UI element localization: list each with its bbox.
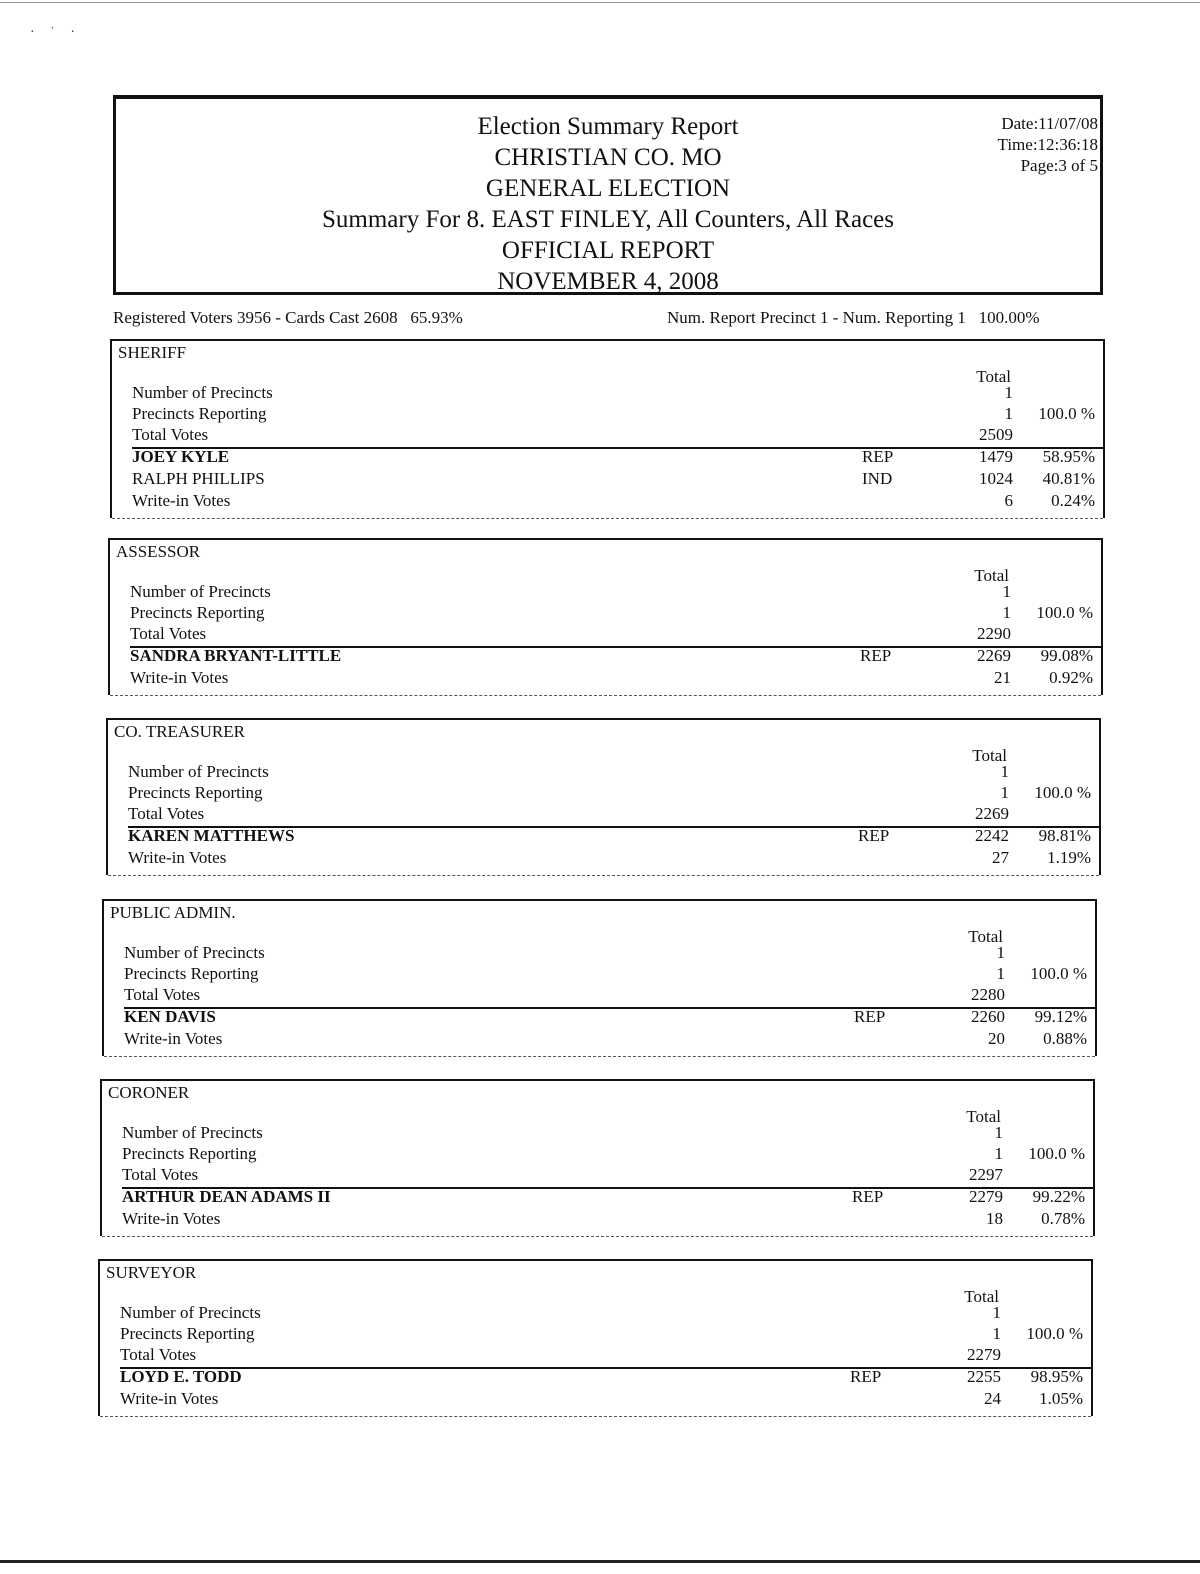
precincts-reporting-pct: 100.0 %	[1034, 783, 1091, 802]
scan-bottom-edge	[0, 1560, 1200, 1563]
write-in-row-label: Write-in Votes	[128, 848, 227, 867]
total-votes	[122, 1165, 1093, 1185]
election-date: NOVEMBER 4, 2008	[497, 268, 719, 295]
candidate-row-value: 2242	[975, 826, 1009, 845]
candidate-row-pct: 98.81%	[1038, 826, 1091, 845]
county-name: CHRISTIAN CO. MO	[494, 144, 722, 171]
header-title-block	[116, 111, 1100, 297]
party-label: REP	[852, 1187, 884, 1206]
candidate-row-label: KEN DAVIS	[124, 1007, 216, 1026]
total-votes-value: 2290	[977, 624, 1011, 643]
race-title: SHERIFF	[118, 343, 187, 362]
write-in-row-value: 21	[994, 668, 1011, 687]
candidate-row	[130, 646, 1101, 666]
precincts-reporting-value: 1	[996, 964, 1005, 983]
race-block	[100, 1079, 1095, 1236]
total-votes-value: 2269	[975, 804, 1009, 823]
write-in-row-label: Write-in Votes	[132, 491, 231, 510]
precincts-reporting-label: Precincts Reporting	[124, 964, 259, 983]
party-label: IND	[862, 469, 893, 488]
precincts-reporting-pct: 100.0 %	[1026, 1324, 1083, 1343]
race-block	[98, 1259, 1093, 1416]
candidate-row-value: 2279	[969, 1187, 1003, 1206]
write-in-row-label: Write-in Votes	[124, 1029, 223, 1048]
candidate-row-label: KAREN MATTHEWS	[128, 826, 295, 845]
summary-scope: Summary For 8. EAST FINLEY, All Counters, All Races	[322, 206, 894, 233]
candidate-row-label: JOEY KYLE	[132, 447, 230, 466]
write-in-row-value: 20	[988, 1029, 1005, 1048]
write-in-row	[120, 1389, 1091, 1409]
candidate-row-pct: 99.08%	[1040, 646, 1093, 665]
total-column-header: Total	[966, 1107, 1001, 1126]
number-of-precincts	[120, 1303, 1091, 1323]
precincts-reporting	[128, 783, 1099, 803]
number-of-precincts-value: 1	[994, 1123, 1003, 1142]
report-header	[113, 95, 1103, 295]
write-in-row-value: 6	[1004, 491, 1013, 510]
total-votes-label: Total Votes	[132, 425, 209, 444]
precincts-reporting-pct: 100.0 %	[1038, 404, 1095, 423]
precincts-reporting	[122, 1144, 1093, 1164]
write-in-row	[132, 491, 1103, 511]
precincts-reporting	[124, 964, 1095, 984]
write-in-row-value: 24	[984, 1389, 1001, 1408]
total-column-header: Total	[964, 1287, 999, 1306]
candidate-row	[132, 447, 1103, 467]
candidate-row-label: SANDRA BRYANT-LITTLE	[130, 646, 342, 665]
write-in-row-pct: 0.92%	[1049, 668, 1093, 687]
number-of-precincts-label: Number of Precincts	[124, 943, 265, 962]
registered-voters: Registered Voters 3956 - Cards Cast 2608 65.93%	[113, 308, 463, 327]
report-status: OFFICIAL REPORT	[501, 237, 715, 264]
scan-top-edge	[0, 2, 1200, 3]
precincts-reporting-pct: 100.00%	[978, 308, 1040, 327]
total-votes	[130, 624, 1101, 644]
race-block	[106, 718, 1101, 875]
candidate-row-value: 2260	[971, 1007, 1005, 1026]
number-of-precincts-value: 1	[992, 1303, 1001, 1322]
write-in-row-pct: 0.78%	[1041, 1209, 1085, 1228]
race-bottom-edge	[100, 1416, 1091, 1417]
number-of-precincts-label: Number of Precincts	[122, 1123, 263, 1142]
precincts-reporting-value: 1	[1002, 603, 1011, 622]
number-of-precincts	[130, 582, 1101, 602]
party-label: REP	[860, 646, 892, 665]
race-block	[102, 899, 1097, 1056]
total-votes	[128, 804, 1099, 824]
total-column-header: Total	[972, 746, 1007, 765]
total-votes-label: Total Votes	[122, 1165, 199, 1184]
race-block	[108, 538, 1103, 695]
page-number: Page:3 of 5	[1020, 156, 1098, 175]
candidate-row	[124, 1007, 1095, 1027]
candidate-row-label: LOYD E. TODD	[120, 1367, 242, 1386]
candidate-row-value: 1479	[979, 447, 1013, 466]
total-votes-value: 2279	[967, 1345, 1001, 1364]
total-votes	[120, 1345, 1091, 1365]
candidate-row	[128, 826, 1099, 846]
precincts-reporting-label: Precincts Reporting	[132, 404, 267, 423]
party-label: REP	[862, 447, 894, 466]
precincts-reporting-value: 1	[1004, 404, 1013, 423]
write-in-row-label: Write-in Votes	[122, 1209, 221, 1228]
total-votes-label: Total Votes	[124, 985, 201, 1004]
race-title: SURVEYOR	[106, 1263, 197, 1282]
race-bottom-edge	[102, 1236, 1093, 1237]
number-of-precincts-label: Number of Precincts	[130, 582, 271, 601]
race-bottom-edge	[104, 1056, 1095, 1057]
write-in-row-label: Write-in Votes	[120, 1389, 219, 1408]
total-votes-label: Total Votes	[128, 804, 205, 823]
party-label: REP	[858, 826, 890, 845]
precincts-reporting-summary: Num. Report Precinct 1 - Num. Reporting 1 100.00%	[667, 308, 1040, 327]
total-votes	[124, 985, 1095, 1005]
report-time: Time:12:36:18	[997, 135, 1098, 154]
number-of-precincts-label: Number of Precincts	[128, 762, 269, 781]
write-in-row-value: 27	[992, 848, 1009, 867]
candidate-row	[132, 469, 1103, 489]
total-votes-value: 2280	[971, 985, 1005, 1004]
total-votes-label: Total Votes	[120, 1345, 197, 1364]
turnout-pct: 65.93%	[410, 308, 463, 327]
candidate-row-value: 1024	[979, 469, 1013, 488]
precincts-reporting-value: 1	[994, 1144, 1003, 1163]
candidate-row-label: RALPH PHILLIPS	[132, 469, 265, 488]
candidate-row-value: 2255	[967, 1367, 1001, 1386]
number-of-precincts-label: Number of Precincts	[120, 1303, 261, 1322]
total-votes-label: Total Votes	[130, 624, 207, 643]
report-date: Date:11/07/08	[1001, 114, 1098, 133]
race-title: CO. TREASURER	[114, 722, 245, 741]
precincts-reporting-pct: 100.0 %	[1028, 1144, 1085, 1163]
number-of-precincts	[124, 943, 1095, 963]
total-votes	[132, 425, 1103, 445]
precincts-reporting-label: Precincts Reporting	[128, 783, 263, 802]
race-title: CORONER	[108, 1083, 190, 1102]
write-in-row-pct: 1.05%	[1039, 1389, 1083, 1408]
precincts-reporting-pct: 100.0 %	[1030, 964, 1087, 983]
report-title: Election Summary Report	[477, 113, 739, 140]
number-of-precincts	[132, 383, 1103, 403]
race-title: ASSESSOR	[116, 542, 201, 561]
number-of-precincts	[122, 1123, 1093, 1143]
number-of-precincts-value: 1	[996, 943, 1005, 962]
write-in-row-value: 18	[986, 1209, 1003, 1228]
number-of-precincts-value: 1	[1000, 762, 1009, 781]
precincts-reporting	[120, 1324, 1091, 1344]
total-votes-value: 2297	[969, 1165, 1003, 1184]
precincts-reporting-label: Precincts Reporting	[120, 1324, 255, 1343]
race-bottom-edge	[112, 518, 1103, 519]
precincts-reporting-value: 1	[992, 1324, 1001, 1343]
candidate-row	[122, 1187, 1093, 1207]
write-in-row-pct: 1.19%	[1047, 848, 1091, 867]
party-label: REP	[854, 1007, 886, 1026]
number-of-precincts	[128, 762, 1099, 782]
number-of-precincts-label: Number of Precincts	[132, 383, 273, 402]
precincts-reporting	[130, 603, 1101, 623]
total-column-header: Total	[968, 927, 1003, 946]
race-bottom-edge	[108, 875, 1099, 876]
write-in-row-label: Write-in Votes	[130, 668, 229, 687]
write-in-row-pct: 0.24%	[1051, 491, 1095, 510]
precincts-reporting-pct: 100.0 %	[1036, 603, 1093, 622]
candidate-row-pct: 40.81%	[1042, 469, 1095, 488]
number-of-precincts-value: 1	[1004, 383, 1013, 402]
race-bottom-edge	[110, 695, 1101, 696]
race-title: PUBLIC ADMIN.	[110, 903, 236, 922]
candidate-row-label: ARTHUR DEAN ADAMS II	[122, 1187, 331, 1206]
write-in-row	[124, 1029, 1095, 1049]
write-in-row	[128, 848, 1099, 868]
total-column-header: Total	[976, 367, 1011, 386]
party-label: REP	[850, 1367, 882, 1386]
precincts-reporting	[132, 404, 1103, 424]
race-block	[110, 339, 1105, 518]
precincts-reporting-label: Precincts Reporting	[130, 603, 265, 622]
write-in-row	[130, 668, 1101, 688]
total-votes-value: 2509	[979, 425, 1013, 444]
candidate-row	[120, 1367, 1091, 1387]
write-in-row-pct: 0.88%	[1043, 1029, 1087, 1048]
report-meta	[998, 113, 1098, 176]
candidate-row-pct: 99.22%	[1032, 1187, 1085, 1206]
number-of-precincts-value: 1	[1002, 582, 1011, 601]
write-in-row	[122, 1209, 1093, 1229]
precincts-reporting-label: Precincts Reporting	[122, 1144, 257, 1163]
candidate-row-pct: 99.12%	[1034, 1007, 1087, 1026]
candidate-row-pct: 98.95%	[1030, 1367, 1083, 1386]
election-name: GENERAL ELECTION	[485, 175, 731, 202]
candidate-row-value: 2269	[977, 646, 1011, 665]
scan-specks: · ˙ ·	[30, 25, 81, 40]
precincts-reporting-value: 1	[1000, 783, 1009, 802]
total-column-header: Total	[974, 566, 1009, 585]
candidate-row-pct: 58.95%	[1042, 447, 1095, 466]
